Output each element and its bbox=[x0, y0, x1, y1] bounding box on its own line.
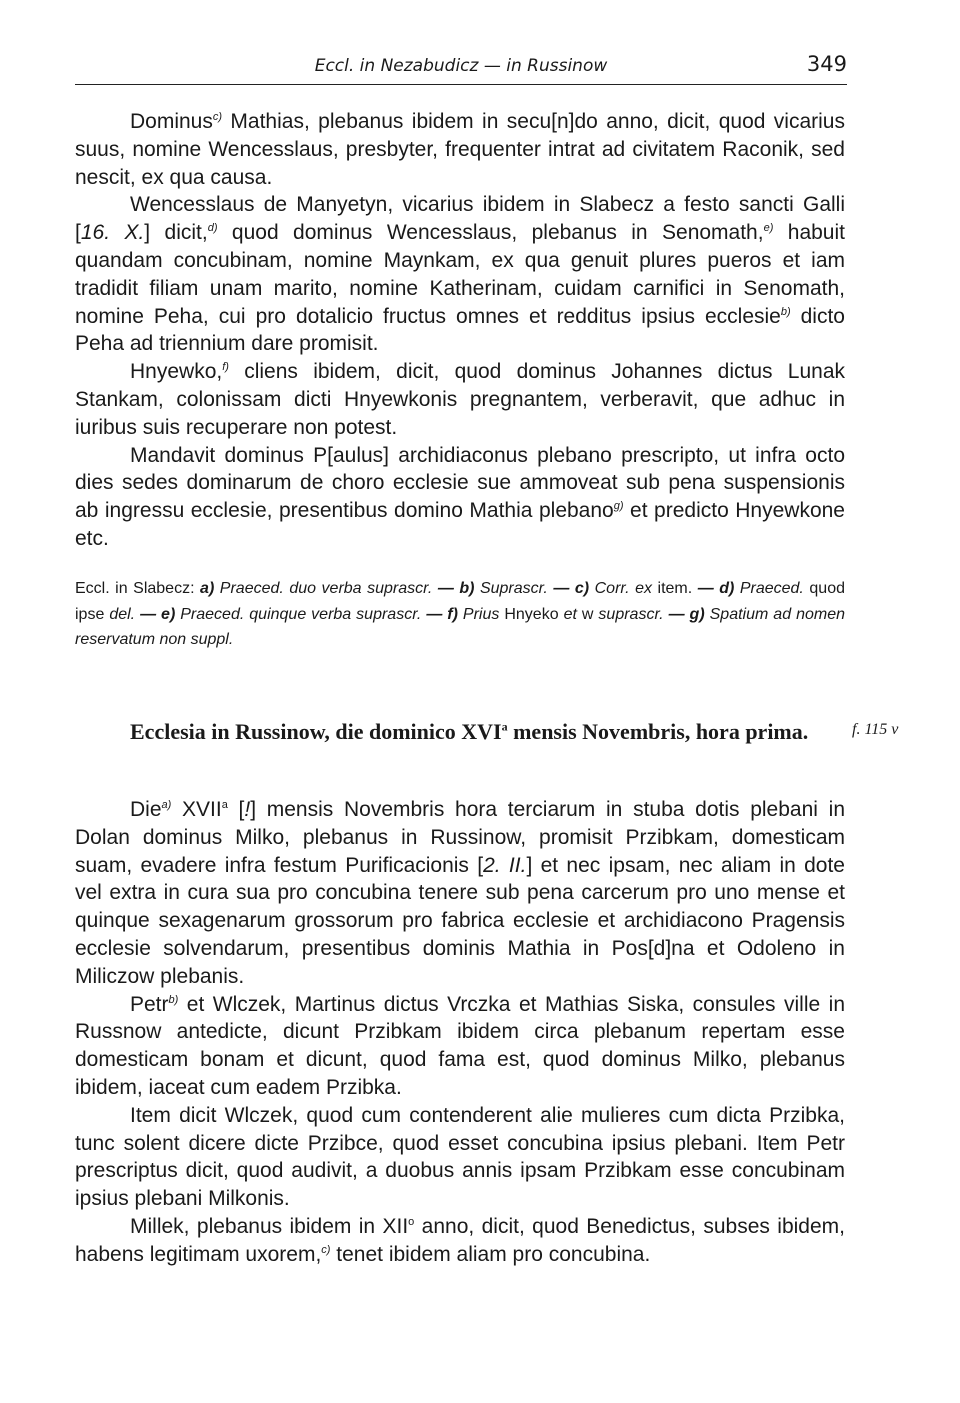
paragraph-hnyewko: Hnyewko,$^{f)}$ cliens ibidem, dicit, quod dominus Johannes dictus Lunak Stankam, colonissam dicti Hnyewkonis pregnantem, verberavit, que adhuc in iuribus suis recuperare non potest. bbox=[75, 360, 845, 439]
paragraph-mandavit: Mandavit dominus P[aulus] archidiaconus plebano prescripto, ut infra octo dies sedes dominarum de choro ecclesie sue ammoveat sub pena suspensionis ab ingressu ecclesie, presentibus domino Mathia plebano$^{g)}$ et predicto Hnyewkone etc. bbox=[75, 443, 845, 550]
section-heading-russinow: Ecclesia in Russinow, die dominico XVI$^a$ mensis Novembris, hora prima. bbox=[130, 719, 809, 744]
footnote-marker: f) bbox=[222, 361, 229, 374]
footnote-marker: a) bbox=[161, 799, 172, 811]
running-head bbox=[75, 48, 847, 85]
paragraph-wencesslaus: Wencesslaus de Manyetyn, vicarius ibidem in Slabecz a festo sancti Galli [16. X.] dicit,$^{d)}$ quod dominus Wencesslaus, plebanus in Senomath,$^{e)}$ habuit quandam concubinam, nomine Maynkam, ex qua genuit plures pueros et iam tradidit filiam unam marito, nomine Katherinam, cuidam carnifici in Senomath, nomine Peha, cui pro dotalicio fructus omnes et redditus ipsius ecclesie$^{b)}$ dicto Peha ad triennium dare promisit. bbox=[75, 193, 845, 356]
footnote-marker: b) bbox=[780, 305, 791, 318]
folio-reference: f. 115 v bbox=[852, 721, 899, 738]
section-nezabudicz-continued bbox=[75, 108, 845, 553]
footnote-marker: g) bbox=[613, 500, 624, 513]
running-title: Eccl. in Nezabudicz — in Russinow bbox=[314, 56, 608, 76]
paragraph-petr-wlczek: Petr$^{b)}$ et Wlczek, Martinus dictus Vrczka et Mathias Siska, consules ville in Russnow antedicte, dicunt Przibkam ibidem circa plebanum repertam esse domesticam bonam et dicunt, quod fama est, quod dominus Milko, plebanus ibidem, iaceat cum eadem Przibka. bbox=[75, 992, 845, 1099]
paragraph-item-dicit: Item dicit Wlczek, quod cum contenderent alie mulieres cum dicta Przibka, tunc solent dicere dicte Przibce, quod esset concubina ipsius plebani. Item Petr prescriptus dicit, quod audivit, a duobus annis ipsam Przibkam esse concubinam ipsius plebani Milkonis. bbox=[75, 1103, 845, 1211]
date-reference: 2. II. bbox=[483, 853, 527, 877]
date-reference: 16. X. bbox=[80, 221, 145, 245]
footnote-marker: b) bbox=[168, 993, 179, 1006]
footnote-marker: c) bbox=[212, 111, 223, 123]
footnote-marker: c) bbox=[321, 1243, 331, 1256]
footnote-marker: d) bbox=[207, 222, 218, 235]
apparatus-notes: Eccl. in Slabecz: a) Praeced. duo verba suprascr. — b) Suprascr. — c) Corr. ex item. — d) Praeced. quod ipse del. — e) Praeced. quinque verba suprascr. — f) Prius Hnyeko et w suprascr. — g) Spatium ad nomen reservatum non suppl. bbox=[75, 580, 845, 648]
paragraph-die-xvii: Die$^{a)}$ XVII$^a$ [!] mensis Novembris hora terciarum in stuba dotis plebani in Dolan dominus Milko, plebanus in Russinow, promisit Przibkam, domesticam suam, evadere infra festum Purificacionis [2. II.] et nec ipsam, nec aliam in dote vel extra in cura sua pro concubina tenere sub pena carcerum pro uno mense et quinque sexagenarum grossorum pro fabrica ecclesie et archidiacono Pragensis ecclesie solvendarum, presentibus dominis Mathia in Pos[d]na et Odoleno in Miliczow plebanis. bbox=[75, 798, 845, 988]
page-number: 349 bbox=[806, 52, 847, 76]
section-russinow bbox=[75, 796, 845, 1269]
footnote-marker: e) bbox=[763, 222, 774, 235]
paragraph-dominus-mathias: Dominus$^{c)}$ Mathias, plebanus ibidem in secu[n]do anno, dicit, quod vicarius suus, nomine Wencesslaus, presbyter, frequenter intrat ad civitatem Raconik, sed nescit, ex qua causa. bbox=[75, 110, 845, 189]
paragraph-millek: Millek, plebanus ibidem in XII$^o$ anno, dicit, quod Benedictus, subses ibidem, habens legitimam uxorem,$^{c)}$ tenet ibidem aliam pro concubina. bbox=[75, 1214, 845, 1266]
